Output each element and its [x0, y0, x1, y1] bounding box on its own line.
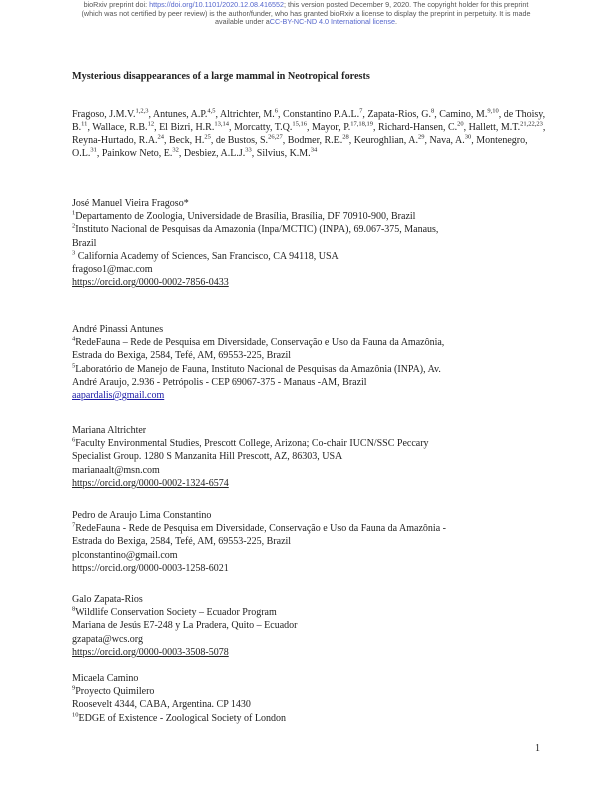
author	[216, 135, 288, 146]
page-number: 1	[535, 743, 540, 754]
contributor-line	[72, 646, 552, 659]
contributor-line	[72, 672, 552, 685]
contributor-line	[72, 197, 552, 210]
affiliation-mark: 7	[72, 521, 76, 529]
contributor-block	[72, 593, 552, 659]
preprint-line-2: (which was not certified by peer review) is the author/funder, who has granted bioRxiv a license to display the preprint in perpetuity. It is made	[81, 8, 531, 18]
author-separator: ,	[278, 109, 284, 120]
author	[378, 122, 469, 133]
author-affiliation-mark: 9,10	[487, 107, 499, 115]
author-affiliation-mark: 12	[147, 120, 155, 128]
paper-title: Mysterious disappearances of a large mammal in Neotropical forests	[72, 71, 370, 82]
author-name: El Bizri, H.R.	[159, 122, 215, 133]
contributor-line	[72, 522, 552, 535]
author-name: Beck, H.	[169, 135, 205, 146]
contributor-line	[72, 464, 552, 477]
author	[92, 122, 159, 133]
contributor-line	[72, 633, 552, 646]
author-name: Constantino P.A.L.	[283, 109, 360, 120]
author	[429, 135, 476, 146]
author-affiliation-mark: 31	[90, 146, 97, 154]
contributor-text: https://orcid.org/0000-0003-1258-6021	[72, 562, 229, 574]
contributor-line	[72, 450, 552, 463]
contributor-text: Wildlife Conservation Society – Ecuador Program	[75, 607, 277, 619]
author	[184, 148, 257, 159]
contributor-line	[72, 349, 552, 362]
author-name: Zapata-Rios, G.	[367, 109, 432, 120]
author-name: Richard-Hansen, C.	[377, 122, 458, 133]
author-name: Camino, M.	[439, 109, 488, 120]
contributor-line	[72, 712, 552, 725]
contributor-text: Estrada do Bexiga, 2584, Tefé, AM, 69553-225, Brazil	[72, 350, 292, 362]
contributor-block	[72, 672, 552, 725]
contributor-line	[72, 263, 552, 276]
affiliation-mark: 3	[72, 249, 76, 257]
author-separator: ,	[372, 122, 378, 133]
author-affiliation-mark: 34	[310, 146, 318, 154]
license-link[interactable]: CC-BY-NC-ND 4.0 International license	[269, 17, 395, 27]
author-affiliation-mark: 24	[157, 133, 165, 141]
affiliation-mark: 2	[72, 223, 76, 231]
author-name: de Thoisy, B.	[72, 109, 546, 133]
contributor-line	[72, 619, 552, 632]
author	[312, 122, 378, 133]
contributor-text: Galo Zapata-Rios	[72, 594, 143, 605]
contributor-line	[72, 698, 552, 711]
contributor-text: EDGE of Existence - Zoological Society of London	[78, 712, 286, 724]
author-name: Desbiez, A.L.J.	[183, 148, 246, 159]
author-separator: ,	[154, 122, 160, 133]
author-affiliation-mark: 21,22,23	[520, 120, 543, 128]
contributor-line	[72, 685, 552, 698]
contributor-text: Estrada do Bexiga, 2584, Tefé, AM, 69553-225, Brazil	[72, 536, 292, 548]
author-separator: ,	[498, 109, 504, 120]
contributor-line	[72, 535, 552, 548]
author	[234, 122, 312, 133]
author-affiliation-mark: 7	[359, 107, 363, 115]
contributor-text: RedeFauna – Rede de Pesquisa em Diversidade, Conservação e Uso da Fauna da Amazônia,	[75, 337, 445, 349]
contributor-line	[72, 477, 552, 490]
author-separator: ,	[542, 122, 546, 133]
author-name: Altrichter, M.	[219, 109, 275, 120]
preprint-line-3	[40, 18, 572, 27]
contributor-text: Instituto Nacional de Pesquisas da Amazonia (Inpa/MCTIC) (INPA), 69.067-375, Manaus,	[75, 224, 439, 236]
contributor-text: Laboratório de Manejo de Fauna, Instituto Nacional de Pesquisas da Amazônia (INPA), Av.	[75, 363, 441, 375]
contributor-line	[72, 562, 552, 575]
author	[257, 148, 317, 159]
author-separator: ,	[424, 135, 430, 146]
author-name: Silvius, K.M.	[256, 148, 311, 159]
author	[72, 135, 169, 146]
contributor-text: gzapata@wcs.org	[72, 633, 143, 645]
contributor-text: California Academy of Sciences, San Francisco, CA 94118, USA	[75, 250, 339, 262]
author-affiliation-mark: 30	[464, 133, 472, 141]
orcid-link[interactable]: https://orcid.org/0000-0002-7856-0433	[72, 277, 229, 289]
author-affiliation-mark: 32	[172, 146, 179, 154]
contributor-line	[72, 376, 552, 389]
email-link[interactable]: aapardalis@gmail.com	[72, 390, 165, 402]
author-list	[72, 108, 548, 160]
author-affiliation-mark: 29	[417, 133, 425, 141]
contributor-text: fragoso1@mac.com	[72, 264, 153, 276]
affiliation-mark: 9	[72, 684, 76, 692]
contributor-line	[72, 276, 552, 289]
contributor-text: José Manuel Vieira Fragoso*	[72, 198, 189, 209]
author-separator: ,	[178, 148, 184, 159]
author-separator: ,	[96, 148, 102, 159]
author	[102, 148, 184, 159]
author	[283, 109, 367, 120]
author-name: Keuroghlian, A.	[353, 135, 418, 146]
author-affiliation-mark: 13,14	[214, 120, 229, 128]
contributor-text: Mariana Altrichter	[72, 425, 147, 436]
contributor-line	[72, 549, 552, 562]
author-name: Hallett, M.T.	[468, 122, 521, 133]
author	[354, 135, 430, 146]
author-separator: ,	[228, 122, 234, 133]
author-separator: ,	[282, 135, 288, 146]
preprint-line-3-suffix: .	[394, 17, 397, 27]
author-affiliation-mark: 28	[342, 133, 349, 141]
author-separator: ,	[164, 135, 170, 146]
contributor-line	[72, 606, 552, 619]
author-name: Wallace, R.B.	[92, 122, 148, 133]
doi-link[interactable]: https://doi.org/10.1101/2020.12.08.416552	[149, 0, 285, 9]
author	[288, 135, 354, 146]
author-affiliation-mark: 11	[81, 120, 88, 128]
contributor-text: Departamento de Zoologia, Universidade de Brasília, Brasília, DF 70910-900, Brazil	[75, 211, 416, 223]
author-separator: ,	[210, 135, 216, 146]
author-affiliation-mark: 25	[204, 133, 211, 141]
contributor-line	[72, 363, 552, 376]
contributor-block	[72, 424, 552, 490]
preprint-line-3-prefix: available under a	[215, 17, 270, 27]
author-separator: ,	[434, 109, 440, 120]
author-affiliation-mark: 17,18,19	[350, 120, 373, 128]
contributor-line	[72, 389, 552, 402]
author-affiliation-mark: 8	[431, 107, 435, 115]
affiliation-mark: 10	[72, 711, 79, 719]
preprint-line-1-prefix: bioRxiv preprint doi:	[83, 0, 150, 9]
author	[469, 122, 546, 133]
author-name: Painkow Neto, E.	[101, 148, 173, 159]
contributor-text: Mariana de Jesús E7-248 y La Pradera, Quito – Ecuador	[72, 620, 298, 632]
author	[220, 109, 283, 120]
contributor-line	[72, 336, 552, 349]
affiliation-mark: 8	[72, 605, 76, 613]
author-separator: ,	[87, 122, 93, 133]
contributor-text: André Pinassi Antunes	[72, 324, 164, 335]
contributor-text: Pedro de Araujo Lima Constantino	[72, 510, 212, 521]
author-separator: ,	[148, 109, 153, 120]
affiliation-mark: 5	[72, 362, 76, 370]
author-name: Reyna-Hurtado, R.A.	[72, 135, 158, 146]
author	[153, 109, 220, 120]
contributor-line	[72, 250, 552, 263]
author-separator: ,	[463, 122, 469, 133]
author-separator: ,	[348, 135, 354, 146]
contributor-line	[72, 593, 552, 606]
contributor-text: marianaalt@msn.com	[72, 464, 160, 476]
contributor-text: Specialist Group. 1280 S Manzanita Hill Prescott, AZ, 86303, USA	[72, 451, 343, 463]
contributor-line	[72, 237, 552, 250]
contributor-text: Micaela Camino	[72, 673, 139, 684]
author-name: Mayor, P.	[312, 122, 351, 133]
author-separator: ,	[251, 148, 257, 159]
author-affiliation-mark: 26,27	[268, 133, 283, 141]
author	[439, 109, 503, 120]
contributor-line	[72, 323, 552, 336]
orcid-link[interactable]: https://orcid.org/0000-0003-3508-5078	[72, 646, 229, 658]
author-name: Nava, A.	[429, 135, 465, 146]
author-name: Morcatty, T.Q.	[233, 122, 293, 133]
author-name: Bodmer, R.E.	[287, 135, 343, 146]
author-separator: ,	[215, 109, 220, 120]
author-name: Fragoso, J.M.V.	[72, 109, 136, 120]
preprint-header	[40, 1, 572, 27]
author-separator: ,	[471, 135, 477, 146]
contributor-line	[72, 424, 552, 437]
contributor-line	[72, 210, 552, 223]
preprint-line-1-suffix: ; this version posted December 9, 2020. The copyright holder for this preprint	[284, 0, 529, 9]
contributor-text: Faculty Environmental Studies, Prescott College, Arizona; Co-chair IUCN/SSC Peccary	[75, 438, 429, 450]
affiliation-mark: 6	[72, 436, 76, 444]
contributor-text: RedeFauna - Rede de Pesquisa em Diversidade, Conservação e Uso da Fauna da Amazônia -	[75, 523, 446, 535]
author-affiliation-mark: 4,5	[207, 107, 216, 115]
author-separator: ,	[307, 122, 313, 133]
author	[367, 109, 439, 120]
author	[159, 122, 234, 133]
author-affiliation-mark: 1,2,3	[135, 107, 149, 115]
contributor-line	[72, 437, 552, 450]
author-affiliation-mark: 15,16	[292, 120, 308, 128]
orcid-link[interactable]: https://orcid.org/0000-0002-1324-6574	[72, 477, 229, 489]
author	[169, 135, 216, 146]
author-name: de Bustos, S.	[215, 135, 269, 146]
author-affiliation-mark: 33	[245, 146, 252, 154]
affiliation-mark: 1	[72, 209, 76, 217]
author-affiliation-mark: 6	[274, 107, 279, 115]
author-affiliation-mark: 20	[457, 120, 464, 128]
contributor-text: Proyecto Quimilero	[75, 686, 155, 698]
author-separator: ,	[362, 109, 368, 120]
contributor-block	[72, 197, 552, 289]
author-name: Antunes, A.P.	[152, 109, 208, 120]
contributor-text: plconstantino@gmail.com	[72, 549, 178, 561]
contributor-line	[72, 223, 552, 236]
contributor-line	[72, 509, 552, 522]
author	[72, 109, 153, 120]
author-name: Montenegro, O.L.	[72, 135, 528, 159]
contributor-text: André Araujo, 2.936 - Petrópolis - CEP 69067-375 - Manaus -AM, Brazil	[72, 376, 367, 388]
affiliation-mark: 4	[72, 335, 76, 343]
contributor-block	[72, 509, 552, 575]
contributor-block	[72, 323, 552, 402]
contributor-text: Roosevelt 4344, CABA, Argentina. CP 1430	[72, 699, 251, 711]
contributor-text: Brazil	[72, 237, 97, 249]
